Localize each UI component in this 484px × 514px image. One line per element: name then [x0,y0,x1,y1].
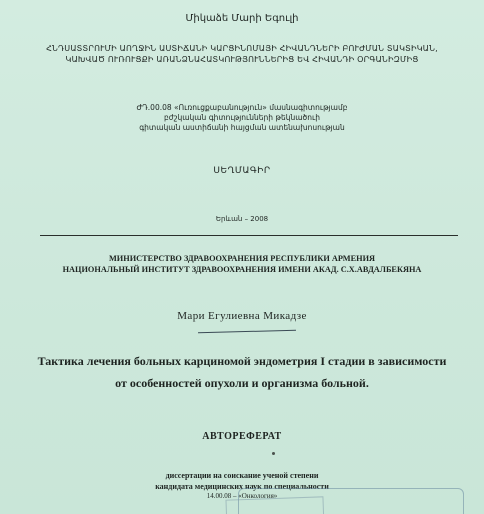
city-year-armenian: Երևան – 2008 [215,215,269,223]
signature-line [198,330,296,334]
stamp-outline-inner [225,496,324,514]
degree-info-line1: диссертации на соискание ученой степени [165,471,319,480]
specialty-armenian [0,103,484,133]
thesis-title-russian-line1: Тактика лечения больных карциномой эндометрия I стадии в зависимости [37,354,447,368]
thesis-title-armenian-caps [0,43,484,65]
ink-dot [272,452,275,455]
abstract-label-russian: АВТОРЕФЕРАТ [202,431,282,442]
specialty-armenian-line2: բժշկական գիտությունների թեկնածուի [164,113,320,122]
abstract-title-armenian: ՍԵՂՄԱԳԻՐ [213,166,271,176]
author-name-armenian: Միկաձե Մարի Եգուլի [185,13,299,24]
thesis-title-armenian-line2: ԿԱԽՎԱԾ ՈՒՌՈՒՑՔԻ ԱՌԱՆՁՆԱՀԱՏԿՈՒԹՅՈՒՆՆԵՐԻՑ ԵՎ ՀԻՎԱՆԴԻ ՕՐԳԱՆԻԶՄԻՑ [65,55,419,64]
degree-info-line2: кандидата медицинских наук по специальности [155,482,329,491]
specialty-armenian-line1: ԺԴ.00.08 «Ուռուցքաբանություն» մասնագիտությամբ [136,103,348,112]
degree-info-line3: 14.00.08 – «Онкология» [206,492,278,500]
specialty-armenian-line3: գիտական աստիճանի հայցման ատենախոսության [139,123,345,132]
ministry-heading-line2: НАЦИОНАЛЬНЫЙ ИНСТИТУТ ЗДРАВООХРАНЕНИЯ ИМЕНИ АКАД. С.Х.АВДАЛБЕКЯНА [62,265,422,274]
ministry-heading-line1: МИНИСТЕРСТВО ЗДРАВООХРАНЕНИЯ РЕСПУБЛИКИ АРМЕНИЯ [108,254,376,263]
thesis-title-russian-line2: от особенностей опухоли и организма больной. [115,376,369,390]
ministry-heading [0,253,484,275]
author-name-russian: Мари Егулиевна Микадзе [177,310,307,322]
separator-line [40,235,458,236]
thesis-title-russian [0,350,484,394]
thesis-title-armenian-line1: ՀՆԴՍԱՏՏՐՈՒՄԻ ԱՈՂՋԻՆ ԱՍՏԻՃԱՆԻ ԿԱՐՑԻՆՈՄԱՅԻ ՀԻՎԱՆԴՆԵՐԻ ԲՈՒԺՄԱՆ ՏԱԿՏԻԿԱՆ, [46,44,438,53]
